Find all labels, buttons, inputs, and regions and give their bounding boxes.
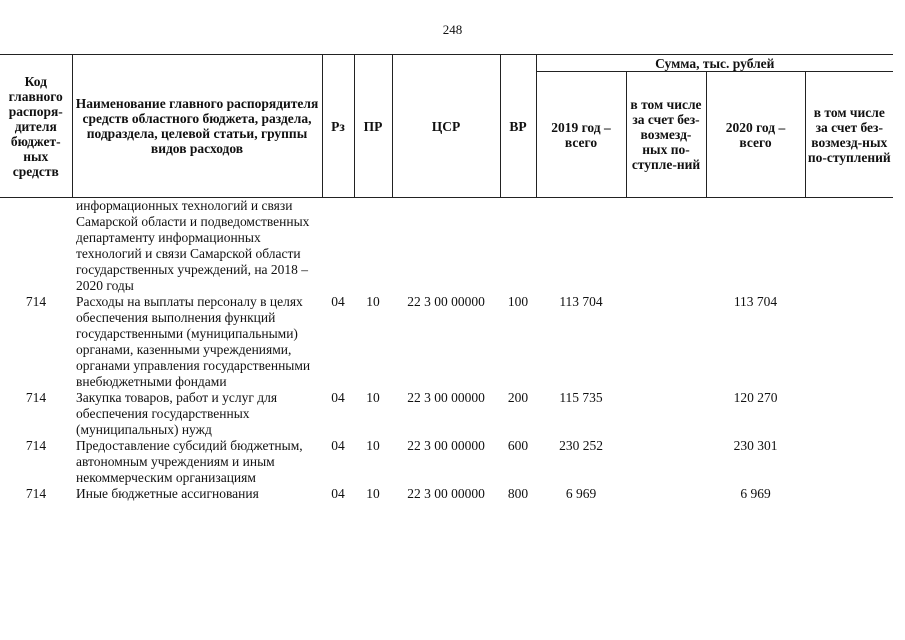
cell-name: Закупка товаров, работ и услуг для обеспечения государственных (муниципальных) нужд [76,390,278,437]
budget-table [0,54,893,502]
cell-2019-total: 115 735 [559,390,603,405]
cell-vr: 800 [507,486,529,501]
cell-pr: 10 [366,390,380,405]
cell-2020-total: 113 704 [733,294,778,309]
cell-csr: 22 3 00 00000 [407,294,485,309]
cell-2019-total: 230 252 [559,438,603,453]
cell-code [0,198,72,295]
header-sum: Сумма, тыс. рублей [536,55,893,72]
cell-csr [392,198,500,295]
cell-2020-total [706,198,805,295]
cell-2020-free [805,438,893,486]
table-row [0,486,893,502]
header-2019-total: 2019 год – всего [536,72,626,198]
cell-code: 714 [25,486,47,501]
cell-2020-free [805,294,893,390]
table-row [0,390,893,438]
header-vr: ВР [500,55,536,198]
header-2019-free: в том числе за счет без-возмезд-ных по-ступле-ний [626,72,706,198]
cell-pr: 10 [366,438,380,453]
cell-rz: 04 [331,390,345,405]
cell-rz: 04 [331,294,345,309]
cell-vr: 100 [507,294,529,309]
header-2020-total: 2020 год – всего [706,72,805,198]
cell-2020-free [805,486,893,502]
table-row [0,438,893,486]
cell-2019-total: 113 704 [559,294,603,309]
cell-rz: 04 [331,438,345,453]
cell-pr: 10 [366,294,380,309]
cell-2019-free [626,486,706,502]
cell-pr [354,198,392,295]
header-csr: ЦСР [392,55,500,198]
table-body [0,198,893,503]
cell-2020-total: 6 969 [740,486,771,501]
cell-name: информационных технологий и связи Самарской области и подведомственных департаменту информационных технологий и связи Самарской области государственных учреждений, на 2018 – 2020 годы [76,198,310,293]
cell-code: 714 [25,390,47,405]
cell-2019-free [626,294,706,390]
header-code: Код главного распоря-дителя бюджет-ных средств [0,55,72,198]
cell-2019-free [626,438,706,486]
header-rz: Рз [322,55,354,198]
cell-vr [500,198,536,295]
table-header [0,55,893,198]
cell-name: Предоставление субсидий бюджетным, автономным учреждениям и иным некоммерческим организациям [76,438,303,485]
cell-2019-total: 6 969 [565,486,597,501]
cell-vr: 600 [507,438,529,453]
cell-2019-total [536,198,626,295]
cell-vr: 200 [507,390,529,405]
table-row [0,198,893,295]
cell-2019-free [626,198,706,295]
cell-rz: 04 [331,486,345,501]
cell-2019-free [626,390,706,438]
cell-name: Иные бюджетные ассигнования [76,486,259,501]
cell-code: 714 [25,294,47,309]
cell-csr: 22 3 00 00000 [407,438,485,453]
cell-csr: 22 3 00 00000 [407,486,485,501]
cell-code: 714 [25,438,47,453]
cell-name: Расходы на выплаты персоналу в целях обеспечения выполнения функций государственными (муниципальными) органами, казенными учреждениями, органами управления государственными внебюджетными фондами [76,294,311,389]
cell-2020-total: 120 270 [733,390,778,405]
header-2020-free: в том числе за счет без-возмезд-ных по-ступлений [805,72,893,198]
cell-pr: 10 [366,486,380,501]
cell-csr: 22 3 00 00000 [407,390,485,405]
cell-2020-total: 230 301 [733,438,778,453]
table-row [0,294,893,390]
cell-rz [322,198,354,295]
page-number: 248 [442,22,463,37]
header-pr: ПР [354,55,392,198]
header-name: Наименование главного распорядителя средств областного бюджета, раздела, подраздела, целевой статьи, группы видов расходов [72,55,322,198]
cell-2020-free [805,390,893,438]
cell-2020-free [805,198,893,295]
